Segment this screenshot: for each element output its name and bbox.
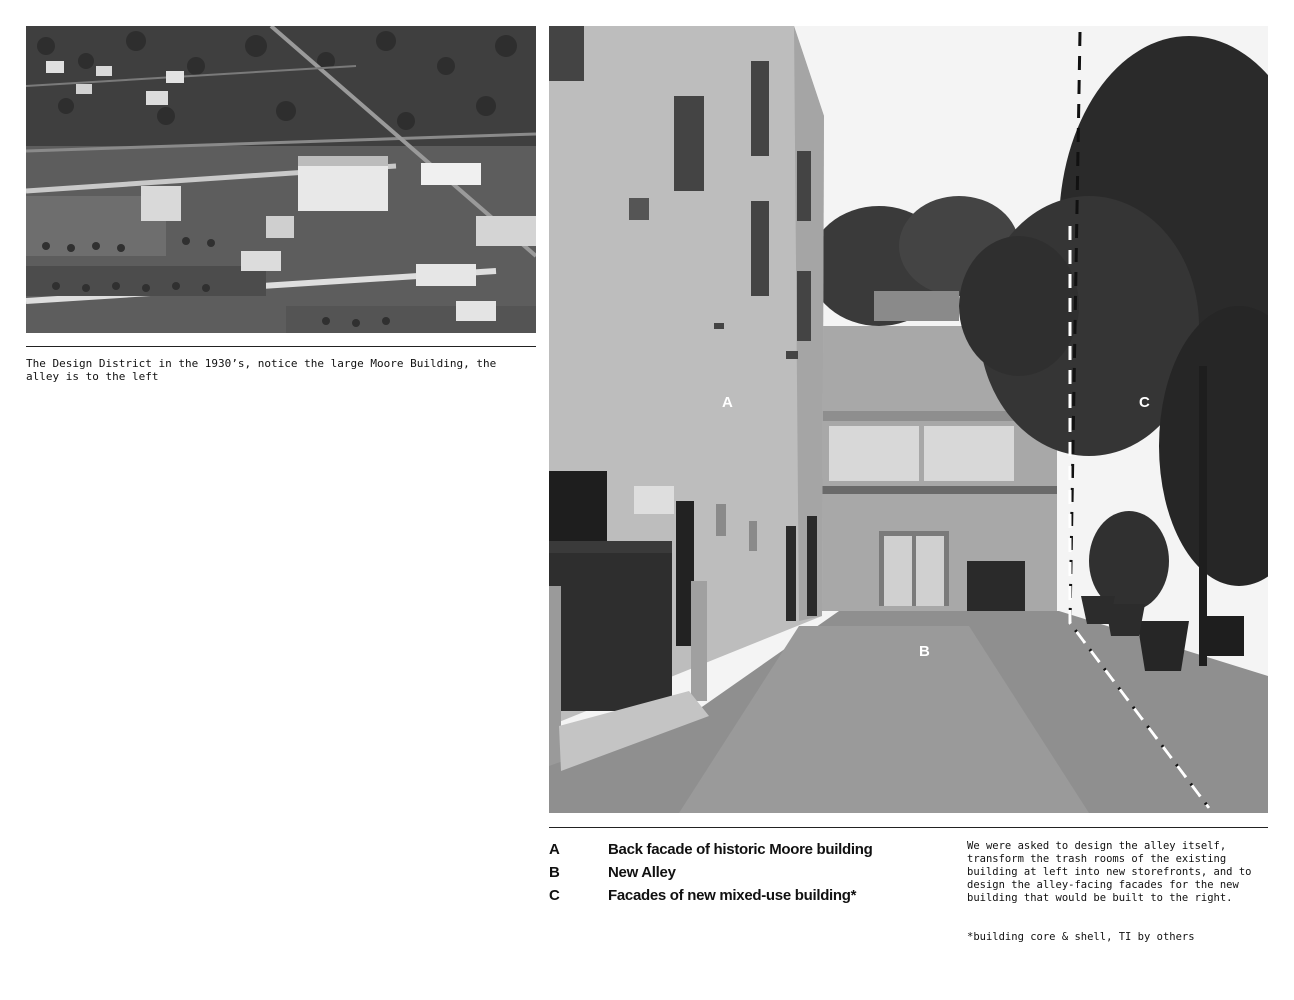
legend-key: C [549,887,560,904]
alley-photo-graphic [549,26,1268,813]
photo-label-b: B [919,643,930,660]
legend-key: B [549,864,560,881]
photo-label-a: A [722,394,733,411]
legend-key: A [549,841,560,858]
aerial-photo-caption: The Design District in the 1930’s, notice the large Moore Building, the alley is to the left [26,357,503,383]
alley-photo [549,26,1268,813]
divider-line [26,346,536,347]
aerial-photo-graphic [26,26,536,333]
project-description: We were asked to design the alley itself, transform the trash rooms of the existing building at left into new storefronts, and to design the alley-facing facades for the new building that would be built to the right. [967,840,1258,904]
divider-line [549,827,1268,828]
footnote: *building core & shell, TI by others [967,931,1195,943]
legend-text: Back facade of historic Moore building [608,841,873,858]
legend-row-a [549,838,929,861]
legend [549,838,929,907]
photo-label-c: C [1139,394,1150,411]
legend-text: Facades of new mixed-use building* [608,887,857,904]
legend-row-c [549,884,929,907]
legend-text: New Alley [608,864,676,881]
aerial-photo-1930s [26,26,536,333]
legend-row-b [549,861,929,884]
